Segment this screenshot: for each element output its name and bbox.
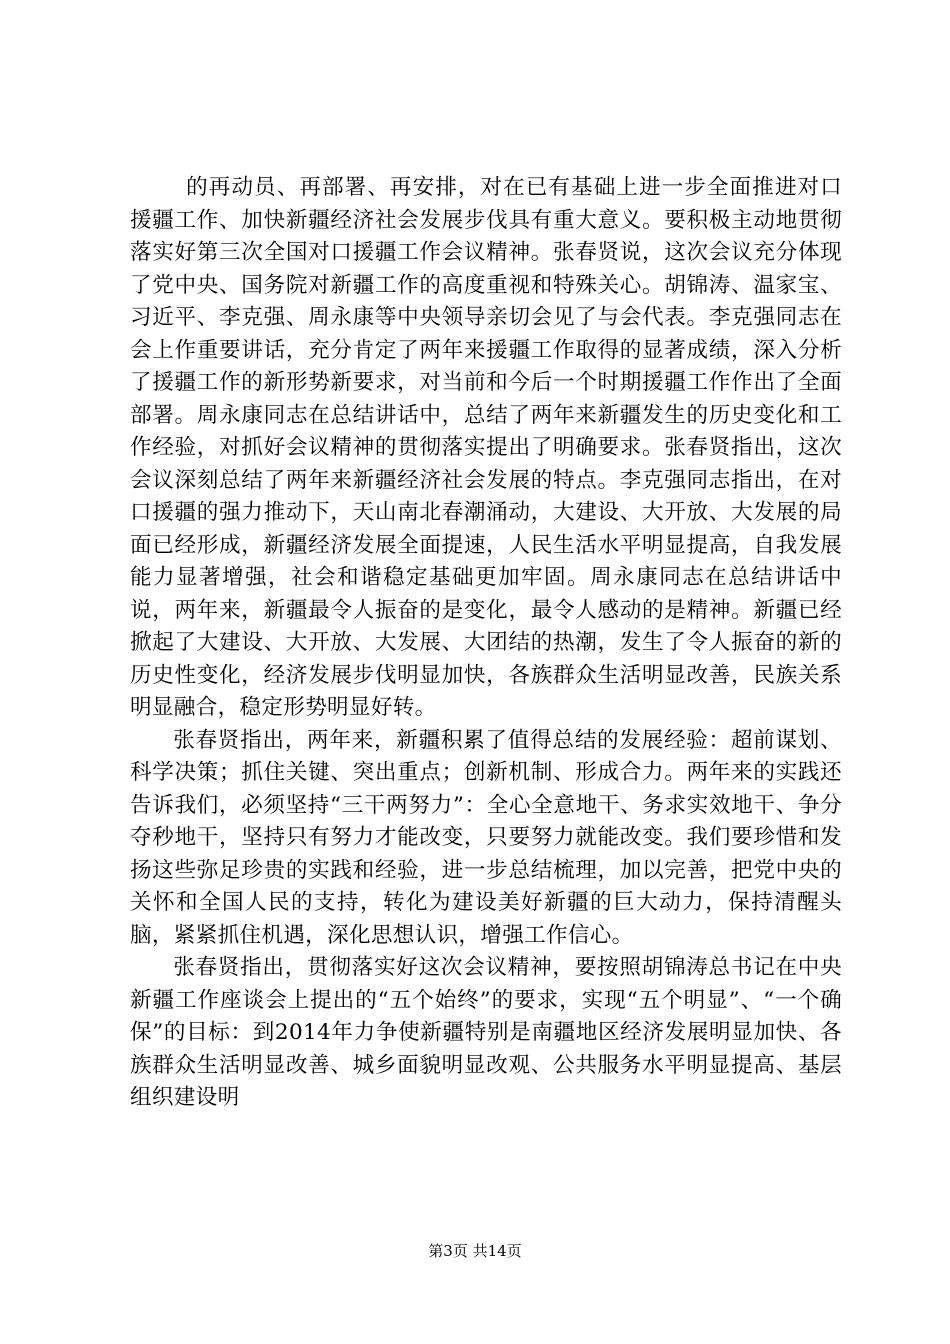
document-body	[130, 172, 842, 1115]
paragraph-1: 的再动员、再部署、再安排，对在已有基础上进一步全面推进对口援疆工作、加快新疆经济社会发展步伐具有重大意义。要积极主动地贯彻落实好第三次全国对口援疆工作会议精神。张春贤说，这次会议充分体现了党中央、国务院对新疆工作的高度重视和特殊关心。胡锦涛、温家宝、习近平、李克强、周永康等中央领导亲切会见了与会代表。李克强同志在会上作重要讲话，充分肯定了两年来援疆工作取得的显著成绩，深入分析了援疆工作的新形势新要求，对当前和今后一个时期援疆工作作出了全面部署。周永康同志在总结讲话中，总结了两年来新疆发生的历史变化和工作经验，对抓好会议精神的贯彻落实提出了明确要求。张春贤指出，这次会议深刻总结了两年来新疆经济社会发展的特点。李克强同志指出，在对口援疆的强力推动下，天山南北春潮涌动，大建设、大开放、大发展的局面已经形成，新疆经济发展全面提速，人民生活水平明显提高，自我发展能力显著增强，社会和谐稳定基础更加牢固。周永康同志在总结讲话中说，两年来，新疆最令人振奋的是变化，最令人感动的是精神。新疆已经掀起了大建设、大开放、大发展、大团结的热潮，发生了令人振奋的新的历史性变化，经济发展步伐明显加快，各族群众生活明显改善，民族关系明显融合，稳定形势明显好转。	[130, 175, 842, 720]
paragraph-2: 张春贤指出，两年来，新疆积累了值得总结的发展经验：超前谋划、科学决策；抓住关键、突出重点；创新机制、形成合力。两年来的实践还告诉我们，必须坚持“三干两努力”：全心全意地干、务求实效地干、争分夺秒地干，坚持只有努力才能改变，只要努力就能改变。我们要珍惜和发扬这些弥足珍贵的实践和经验，进一步总结梳理，加以完善，把党中央的关怀和全国人民的支持，转化为建设美好新疆的巨大动力，保持清醒头脑，紧紧抓住机遇，深化思想认识，增强工作信心。	[130, 727, 842, 948]
page-number-footer: 第3页 共14页	[428, 1242, 522, 1260]
paragraph-3: 张春贤指出，贯彻落实好这次会议精神，要按照胡锦涛总书记在中央新疆工作座谈会上提出的“五个始终”的要求，实现“五个明显”、“一个确保”的目标：到2014年力争使新疆特别是南疆地区经济发展明显加快、各族群众生活明显改善、城乡面貌明显改观、公共服务水平明显提高、基层组织建设明	[130, 955, 842, 1110]
